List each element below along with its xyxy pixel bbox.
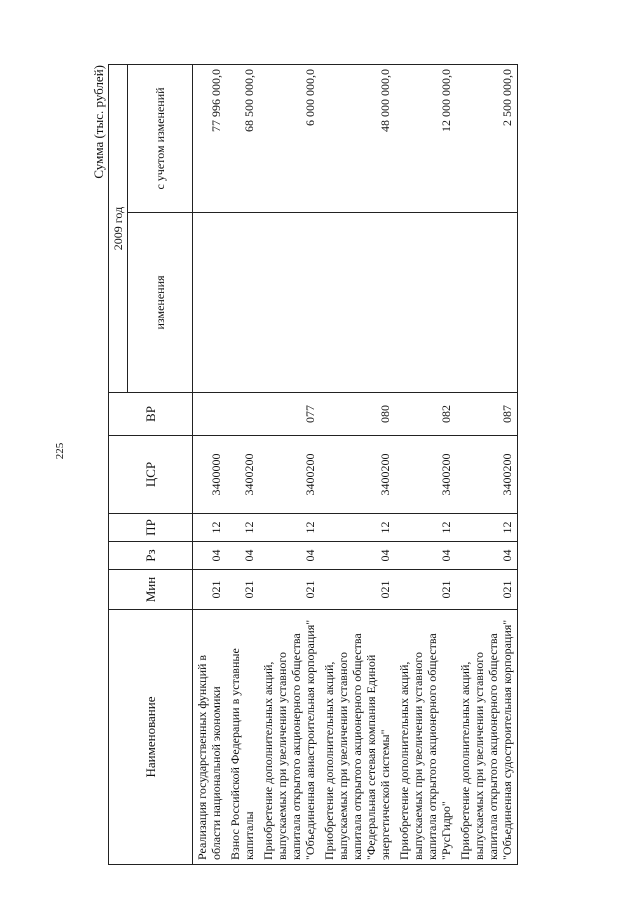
row-total: 68 500 000,0 xyxy=(226,64,259,212)
row-changes xyxy=(193,213,227,393)
row-vr xyxy=(226,393,259,436)
row-total: 12 000 000,0 xyxy=(395,64,456,212)
units-caption: Сумма (тыс. рублей) xyxy=(91,65,106,179)
row-vr xyxy=(193,393,227,436)
row-csr: 3400200 xyxy=(226,436,259,514)
row-total: 2 500 000,0 xyxy=(456,64,518,212)
row-csr: 3400000 xyxy=(193,436,227,514)
header-year: 2009 год xyxy=(109,64,128,392)
row-name: Взнос Российской Федерации в уставные капиталы xyxy=(226,610,259,865)
table-row xyxy=(193,64,227,864)
header-with-changes: с учетом изменений xyxy=(128,64,193,212)
header-rz: Рз xyxy=(109,542,193,570)
row-rz: 04 xyxy=(193,542,227,570)
row-rz: 04 xyxy=(259,542,320,570)
row-pr: 12 xyxy=(395,514,456,542)
row-vr: 080 xyxy=(320,393,395,436)
row-total: 6 000 000,0 xyxy=(259,64,320,212)
row-pr: 12 xyxy=(193,514,227,542)
header-name: Наименование xyxy=(109,610,193,865)
row-name: Приобретение дополнительных акций, выпускаемых при увеличении уставного капитала открытого акционерного общества "Объединенная авиастроительная корпорация" xyxy=(259,610,320,865)
budget-table xyxy=(108,64,518,865)
table-row xyxy=(395,64,456,864)
row-pr: 12 xyxy=(259,514,320,542)
row-name: Приобретение дополнительных акций, выпускаемых при увеличении уставного капитала открытого акционерного общества "РусГидро" xyxy=(395,610,456,865)
row-vr: 077 xyxy=(259,393,320,436)
row-min: 021 xyxy=(395,570,456,610)
row-name: Приобретение дополнительных акций, выпускаемых при увеличении уставного капитала открытого акционерного общества "Федеральная сетевая компания Единой энергетической системы" xyxy=(320,610,395,865)
row-changes xyxy=(456,213,518,393)
row-rz: 04 xyxy=(395,542,456,570)
page-number: 225 xyxy=(54,442,66,460)
row-changes xyxy=(259,213,320,393)
row-csr: 3400200 xyxy=(395,436,456,514)
table-row xyxy=(456,64,518,864)
row-changes xyxy=(320,213,395,393)
row-name: Реализация государственных функций в области национальной экономики xyxy=(193,610,227,865)
row-rz: 04 xyxy=(320,542,395,570)
row-min: 021 xyxy=(193,570,227,610)
row-vr: 082 xyxy=(395,393,456,436)
row-csr: 3400200 xyxy=(259,436,320,514)
header-changes: изменения xyxy=(128,213,193,393)
row-name: Приобретение дополнительных акций, выпускаемых при увеличении уставного капитала открытого акционерного общества "Объединенная судостроительная корпорация" xyxy=(456,610,518,865)
rotated-table-sheet xyxy=(90,65,560,865)
row-pr: 12 xyxy=(320,514,395,542)
row-pr: 12 xyxy=(226,514,259,542)
header-min: Мин xyxy=(109,570,193,610)
row-min: 021 xyxy=(226,570,259,610)
header-vr: ВР xyxy=(109,393,193,436)
row-changes xyxy=(395,213,456,393)
row-vr: 087 xyxy=(456,393,518,436)
table-row xyxy=(320,64,395,864)
row-min: 021 xyxy=(320,570,395,610)
row-total: 77 996 000,0 xyxy=(193,64,227,212)
table-row xyxy=(259,64,320,864)
header-pr: ПР xyxy=(109,514,193,542)
table-row xyxy=(226,64,259,864)
row-min: 021 xyxy=(456,570,518,610)
row-total: 48 000 000,0 xyxy=(320,64,395,212)
row-rz: 04 xyxy=(226,542,259,570)
row-rz: 04 xyxy=(456,542,518,570)
row-csr: 3400200 xyxy=(320,436,395,514)
row-changes xyxy=(226,213,259,393)
row-pr: 12 xyxy=(456,514,518,542)
row-csr: 3400200 xyxy=(456,436,518,514)
header-row xyxy=(109,64,128,864)
row-min: 021 xyxy=(259,570,320,610)
header-csr: ЦСР xyxy=(109,436,193,514)
